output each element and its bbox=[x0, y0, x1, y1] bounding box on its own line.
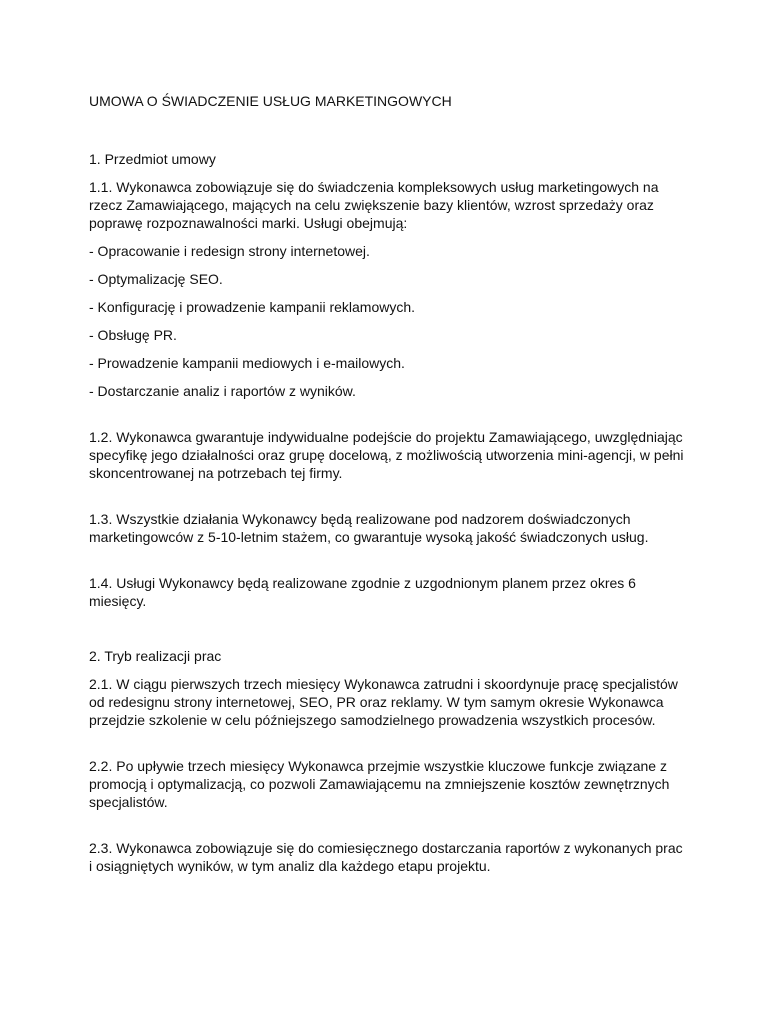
clause-line: skoncentrowanej na potrzebach tej firmy. bbox=[89, 465, 343, 481]
services-list bbox=[89, 242, 698, 400]
clause-line: 1.1. Wykonawca zobowiązuje się do świadczenia kompleksowych usług marketingowych na bbox=[89, 179, 659, 195]
clause-line: poprawę rozpoznawalności marki. Usługi obejmują: bbox=[89, 215, 408, 231]
document-title: UMOWA O ŚWIADCZENIE USŁUG MARKETINGOWYCH bbox=[89, 93, 452, 109]
clause-line: 1.3. Wszystkie działania Wykonawcy będą realizowane pod nadzorem doświadczonych bbox=[89, 511, 631, 527]
clause-line: przejdzie szkolenie w celu późniejszego samodzielnego prowadzenia wszystkich procesów. bbox=[89, 712, 656, 728]
clause-line: miesięcy. bbox=[89, 593, 147, 609]
clause-line: specjalistów. bbox=[89, 794, 168, 810]
clause-line: rzecz Zamawiającego, mających na celu zwiększenie bazy klientów, wzrost sprzedaży oraz bbox=[89, 197, 654, 213]
clause-2-2 bbox=[89, 757, 698, 811]
clause-line: 2.3. Wykonawca zobowiązuje się do comiesięcznego dostarczania raportów z wykonanych prac bbox=[89, 840, 683, 856]
clause-1-3 bbox=[89, 510, 698, 546]
clause-line: 1.4. Usługi Wykonawcy będą realizowane zgodnie z uzgodnionym planem przez okres 6 bbox=[89, 575, 636, 591]
clause-line: marketingowców z 5-10-letnim stażem, co gwarantuje wysoką jakość świadczonych usług. bbox=[89, 529, 649, 545]
list-item: - Opracowanie i redesign strony internetowej. bbox=[89, 243, 370, 259]
section-2-heading: 2. Tryb realizacji prac bbox=[89, 648, 222, 664]
clause-line: promocją i optymalizacją, co pozwoli Zamawiającemu na zmniejszenie kosztów zewnętrznych bbox=[89, 776, 670, 792]
clause-line: 2.2. Po upływie trzech miesięcy Wykonawca przejmie wszystkie kluczowe funkcje związane z bbox=[89, 758, 667, 774]
clause-line: i osiągniętych wyników, w tym analiz dla każdego etapu projektu. bbox=[89, 858, 491, 874]
clause-1-2 bbox=[89, 428, 698, 482]
clause-line: specyfikę jego działalności oraz grupę docelową, z możliwością utworzenia mini-agencji, w pełni bbox=[89, 447, 684, 463]
list-item: - Obsługę PR. bbox=[89, 327, 177, 343]
clause-line: od redesignu strony internetowej, SEO, PR oraz reklamy. W tym samym okresie Wykonawca bbox=[89, 694, 664, 710]
list-item: - Optymalizację SEO. bbox=[89, 271, 223, 287]
clause-2-3 bbox=[89, 839, 698, 875]
clause-2-1 bbox=[89, 675, 698, 729]
clause-line: 1.2. Wykonawca gwarantuje indywidualne podejście do projektu Zamawiającego, uwzględniając bbox=[89, 429, 683, 445]
clause-1-4 bbox=[89, 574, 698, 610]
list-item: - Dostarczanie analiz i raportów z wyników. bbox=[89, 383, 356, 399]
list-item: - Konfigurację i prowadzenie kampanii reklamowych. bbox=[89, 299, 416, 315]
clause-line: 2.1. W ciągu pierwszych trzech miesięcy Wykonawca zatrudni i skoordynuje pracę specjalistów bbox=[89, 676, 678, 692]
list-item: - Prowadzenie kampanii mediowych i e-mailowych. bbox=[89, 355, 405, 371]
section-1-heading: 1. Przedmiot umowy bbox=[89, 151, 216, 167]
clause-1-1 bbox=[89, 178, 698, 232]
